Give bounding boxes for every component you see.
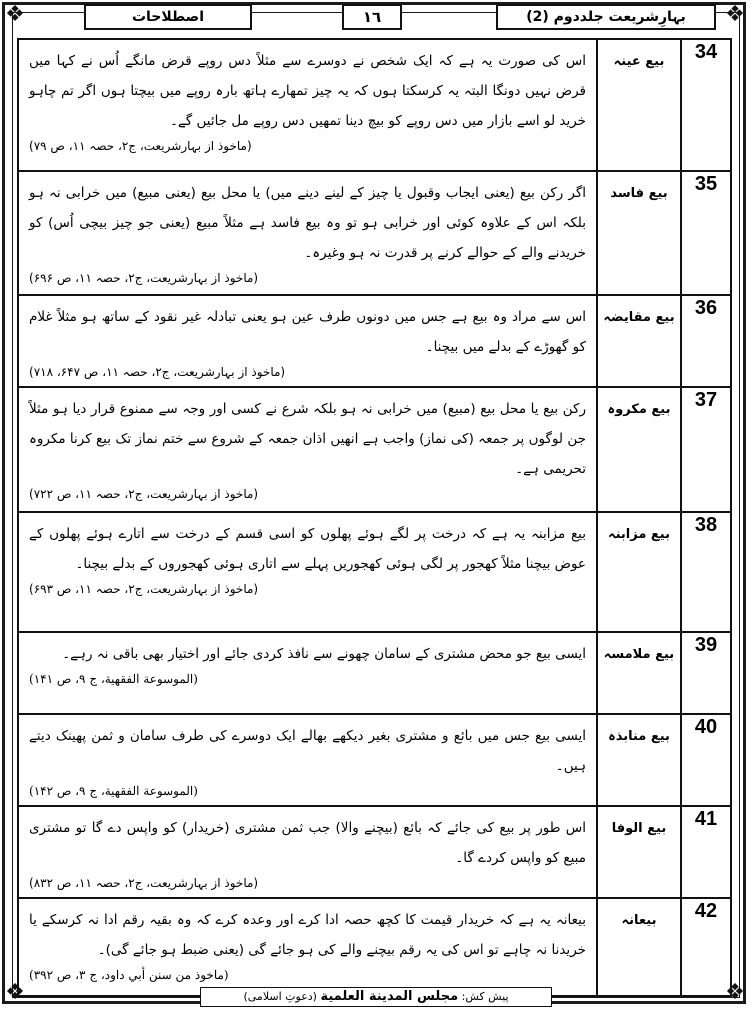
definition-text: ایسی بیع جس میں بائع و مشتری بغیر دیکھے بھالے ایک دوسرے کی طرف سامان و ثمن پھینک دیتے ہیں۔ <box>29 728 586 774</box>
table-row <box>18 39 731 171</box>
reference-text: (ماخوذ از بہارشریعت، ج۲، حصہ ۱۱، ص ۷۲۲) <box>29 487 259 501</box>
table-row <box>18 295 731 387</box>
term-label: بیع عینہ <box>597 39 681 171</box>
term-label: بیع ملامسہ <box>597 632 681 714</box>
footer-suffix: (دعوتِ اسلامی) <box>243 990 317 1003</box>
definition-text: رکن بیع یا محل بیع (مبیع) میں خرابی نہ ہو بلکہ شرع نے کسی اور وجہ سے ممنوع قرار دیا ہو مثلاً جن لوگوں پر جمعہ (کی نماز) واجب ہے انھیں اذان جمعہ کے شروع سے ختم نماز تک بیع کرنا مکروہ تحریمی ہے۔ <box>29 401 586 477</box>
definition-cell <box>18 512 597 632</box>
term-label: بیع منابذہ <box>597 714 681 806</box>
definition-text: بیعانہ یہ ہے کہ خریدار قیمت کا کچھ حصہ ادا کرے اور وعدہ کرے کہ وہ بقیہ رقم ادا نہ کرسکے یا خریدنا نہ چاہے تو اس کی یہ رقم بیچنے والے کی ہو جائے گی (یعنی ضبط ہو جائے گی)۔ <box>29 912 586 958</box>
definition-text: اس سے مراد وہ بیع ہے جس میں دونوں طرف عین ہو یعنی تبادلہ غیر نقود کے ساتھ ہو مثلاً غلام کو گھوڑے کے بدلے میں بیچنا۔ <box>29 309 586 355</box>
definition-cell <box>18 898 597 996</box>
definition-text: اس کی صورت یہ ہے کہ ایک شخص نے دوسرے سے مثلاً دس روپے قرض مانگے اُس نے کہا میں قرض نہیں دونگا البتہ یہ کرسکتا ہوں کہ یہ چیز تمھارے ہاتھ بارہ روپے میں بیچتا ہوں اگر تم چاہو خرید لو اسے بازار میں دس روپے کو بیچ دینا تمھیں دس روپے مل جائیں گے۔ <box>29 53 586 129</box>
row-number: 35 <box>681 171 731 295</box>
footer-prefix: پیش کش: <box>461 990 509 1003</box>
row-number: 37 <box>681 387 731 512</box>
reference-text: (ماخوذ از بہارشریعت، ج۲، حصہ ۱۱، ص ۷۹) <box>29 139 252 153</box>
reference-text: (الموسوعة الفقهية، ج ۹، ص ۱۴۱) <box>29 672 198 686</box>
definition-text: ایسی بیع جو محض مشتری کے سامان چھونے سے نافذ کردی جائے اور اختیار بھی باقی نہ رہے۔ <box>62 646 586 662</box>
term-label: بیع الوفا <box>597 806 681 898</box>
row-number: 34 <box>681 39 731 171</box>
corner-ornament-bottom-right: ❖ <box>725 980 745 1005</box>
corner-ornament-top-left: ❖ <box>5 2 25 27</box>
row-number: 42 <box>681 898 731 996</box>
reference-text: (الموسوعة الفقهية، ج ۹، ص ۱۴۲) <box>29 784 198 798</box>
definition-text: اس طور پر بیع کی جائے کہ بائع (بیچنے والا) جب ثمن مشتری (خریدار) کو واپس دے گا تو مشتری مبیع کو واپس کردے گا۔ <box>29 820 586 866</box>
glossary-table <box>17 38 732 997</box>
row-number: 36 <box>681 295 731 387</box>
table-row <box>18 171 731 295</box>
table-row <box>18 387 731 512</box>
definition-cell <box>18 714 597 806</box>
reference-text: (ماخوذ از بہارشریعت، ج۲، حصہ ۱۱، ص ۶۹۳) <box>29 582 259 596</box>
table-row <box>18 806 731 898</box>
book-title: بہارِشریعت جلددوم (2) <box>496 4 716 30</box>
definition-cell <box>18 387 597 512</box>
term-label: بیع مزابنہ <box>597 512 681 632</box>
reference-text: (ماخوذ از بہارشریعت، ج۲، حصہ ۱۱، ص ۶۹۶) <box>29 271 259 285</box>
table-row <box>18 512 731 632</box>
definition-cell <box>18 171 597 295</box>
definition-text: بیع مزابنہ یہ ہے کہ درخت پر لگے ہوئے پھلوں کو اسی قسم کے درخت سے اتارے ہوئے پھلوں کے عوض بیچنا مثلاً کھجور پر لگی ہوئی کھجوریں پہلے سے اتاری ہوئی کھجوروں کے بدلے بیچنا۔ <box>29 526 586 572</box>
reference-text: (ماخوذ از بہارشریعت، ج۲، حصہ ۱۱، ص ۶۴۷، ۷۱۸) <box>29 365 286 379</box>
definition-cell <box>18 39 597 171</box>
row-number: 39 <box>681 632 731 714</box>
publisher-footer <box>200 987 552 1007</box>
term-label: بیع مکروہ <box>597 387 681 512</box>
term-label: بیع مقایضہ <box>597 295 681 387</box>
row-number: 41 <box>681 806 731 898</box>
definition-text: اگر رکن بیع (یعنی ایجاب وقبول یا چیز کے لینے دینے میں) یا محل بیع (یعنی مبیع) میں خرابی نہ ہو بلکہ اس کے علاوہ کوئی اور خرابی ہو تو وہ بیع فاسد ہے مثلاً مبیع (یعنی جو چیز بیچی اُس) کو خریدنے والے کے حوالے کرنے پر قدرت نہ ہو وغیرہ۔ <box>29 185 586 261</box>
table-row <box>18 632 731 714</box>
row-number: 38 <box>681 512 731 632</box>
section-title: اصطلاحات <box>84 4 252 30</box>
page-number: ١٦ <box>342 4 402 30</box>
reference-text: (ماخوذ من سنن أبي داود، ج ۳، ص ۳۹۲) <box>29 968 229 982</box>
table-row <box>18 714 731 806</box>
table-row <box>18 898 731 996</box>
reference-text: (ماخوذ از بہارشریعت، ج۲، حصہ ۱۱، ص ۸۳۲) <box>29 876 259 890</box>
footer-organization: مجلس المدینة العلمیة <box>320 989 459 1004</box>
row-number: 40 <box>681 714 731 806</box>
term-label: بیعانہ <box>597 898 681 996</box>
definition-cell <box>18 632 597 714</box>
definition-cell <box>18 806 597 898</box>
corner-ornament-top-right: ❖ <box>725 2 745 27</box>
corner-ornament-bottom-left: ❖ <box>5 980 25 1005</box>
definition-cell <box>18 295 597 387</box>
term-label: بیع فاسد <box>597 171 681 295</box>
